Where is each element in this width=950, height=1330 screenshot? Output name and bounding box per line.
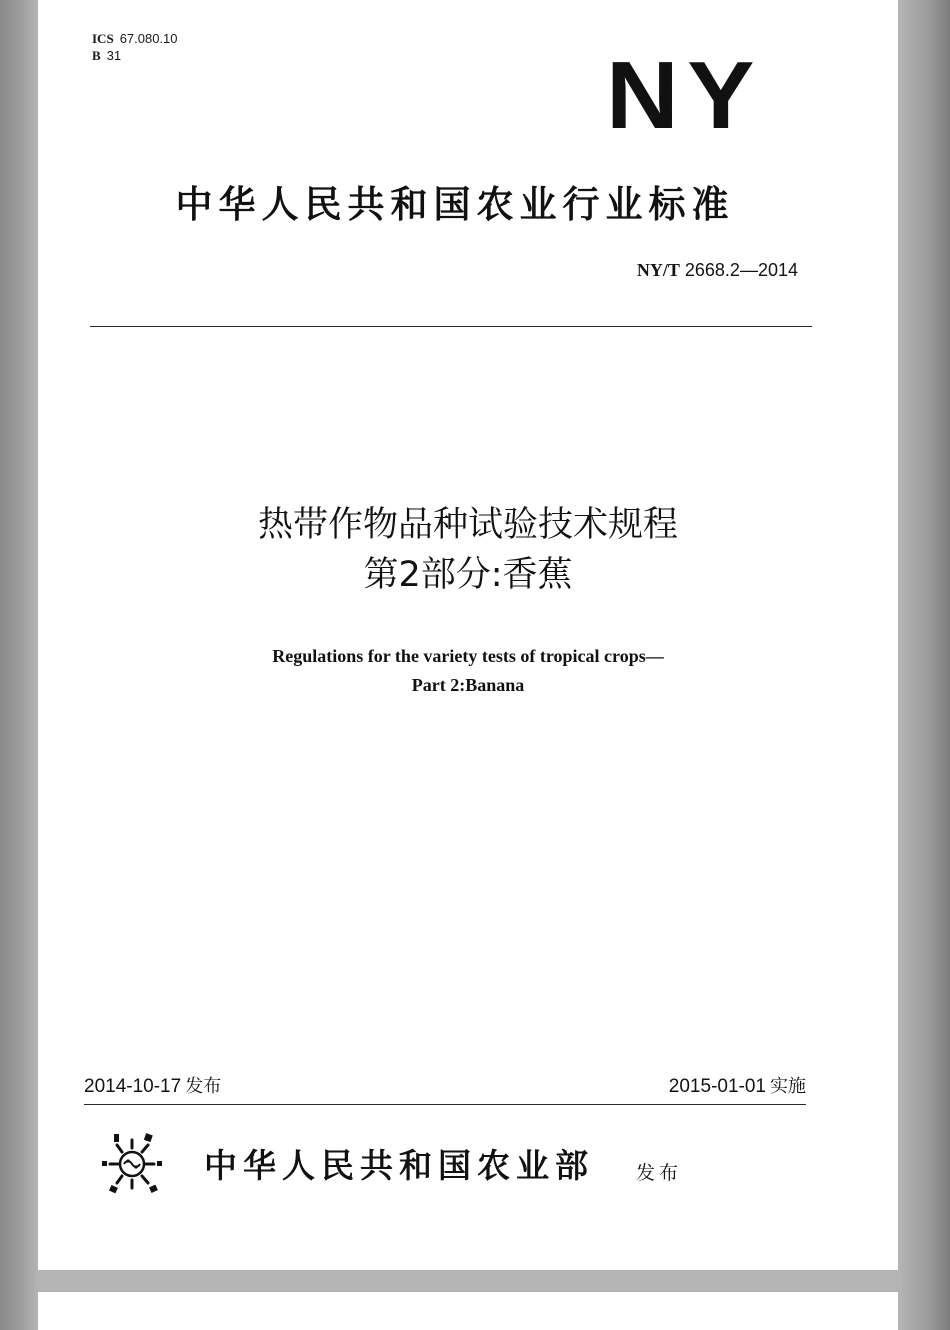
- publisher-name: 中华人民共和国农业部: [204, 1146, 594, 1185]
- class-code: 31: [106, 48, 122, 63]
- classification-block: [92, 30, 178, 64]
- standard-number-value: 2668.2—2014: [684, 260, 798, 280]
- implementation-date: [598, 1074, 806, 1100]
- ny-standard-mark: NY: [606, 42, 763, 149]
- issue-date: [84, 1074, 221, 1100]
- chinese-title: [38, 500, 898, 600]
- header-divider: [90, 326, 812, 327]
- english-title: [38, 642, 898, 700]
- next-page-edge: [38, 1292, 898, 1330]
- footer-divider: [84, 1104, 806, 1105]
- implementation-date-value: 2015-01-01: [668, 1076, 766, 1097]
- chinese-title-line-1: 热带作物品种试验技术规程: [257, 505, 678, 545]
- ics-label: ICS: [92, 31, 114, 46]
- ics-code: 67.080.10: [119, 31, 178, 46]
- english-title-line-2: Part 2:Banana: [411, 675, 525, 695]
- issue-date-label: 发布: [185, 1076, 222, 1097]
- issue-date-value: 2014-10-17: [84, 1076, 182, 1097]
- standard-number-prefix: NY/T: [636, 260, 680, 280]
- implementation-date-label: 实施: [770, 1076, 806, 1097]
- english-title-line-1: Regulations for the variety tests of tropical crops—: [272, 646, 664, 666]
- publisher-label: 发布: [636, 1162, 683, 1184]
- class-label: B: [92, 48, 101, 63]
- document-page: [38, 0, 898, 1270]
- ministry-emblem-icon: [100, 1128, 166, 1198]
- chinese-title-line-2: 第2部分:香蕉: [363, 555, 573, 595]
- standard-category-title: 中华人民共和国农业行业标准: [175, 183, 735, 226]
- standard-number: [568, 258, 798, 282]
